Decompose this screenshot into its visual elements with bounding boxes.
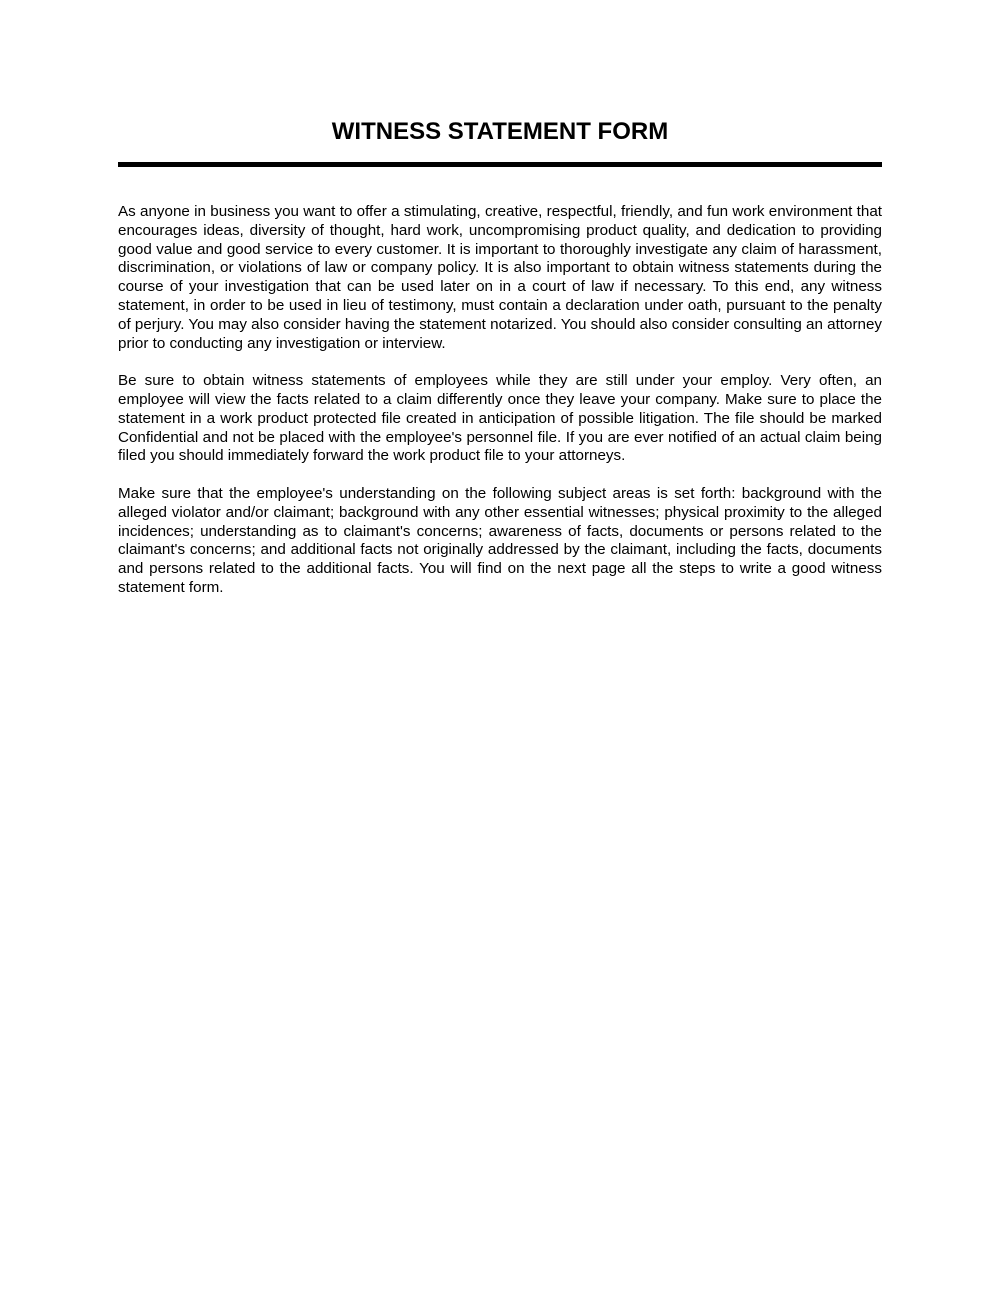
title-divider xyxy=(118,162,882,167)
paragraph-intro: As anyone in business you want to offer a stimulating, creative, respectful, friendly, and fun work environment that encourages ideas, diversity of thought, hard work, uncompromising product quality, and dedication to providing good value and good service to every customer. It is important to thoroughly investigate any claim of harassment, discrimination, or violations of law or company policy. It is also important to obtain witness statements during the course of your investigation that can be used later on in a court of law if necessary. To this end, any witness statement, in order to be used in lieu of testimony, must contain a declaration under oath, pursuant to the penalty of perjury. You may also consider having the statement notarized. You should also consider consulting an attorney prior to conducting any investigation or interview. xyxy=(118,203,882,352)
paragraph-employee-statements: Be sure to obtain witness statements of employees while they are still under your employ. Very often, an employee will view the facts related to a claim differently once they leave your company. Make sure to place the statement in a work product protected file created in anticipation of possible litigation. The file should be marked Confidential and not be placed with the employee's personnel file. If you are ever notified of an actual claim being filed you should immediately forward the work product file to your attorneys. xyxy=(118,372,882,465)
document-title: WITNESS STATEMENT FORM xyxy=(331,118,669,145)
paragraph-subject-areas: Make sure that the employee's understanding on the following subject areas is set forth: background with the alleged violator and/or claimant; background with any other essential witnesses; physical proximity to the alleged incidences; understanding as to claimant's concerns; awareness of facts, documents or persons related to the claimant's concerns; and additional facts not originally addressed by the claimant, including the facts, documents and persons related to the additional facts. You will find on the next page all the steps to write a good witness statement form. xyxy=(118,484,882,596)
document-body xyxy=(118,203,882,617)
